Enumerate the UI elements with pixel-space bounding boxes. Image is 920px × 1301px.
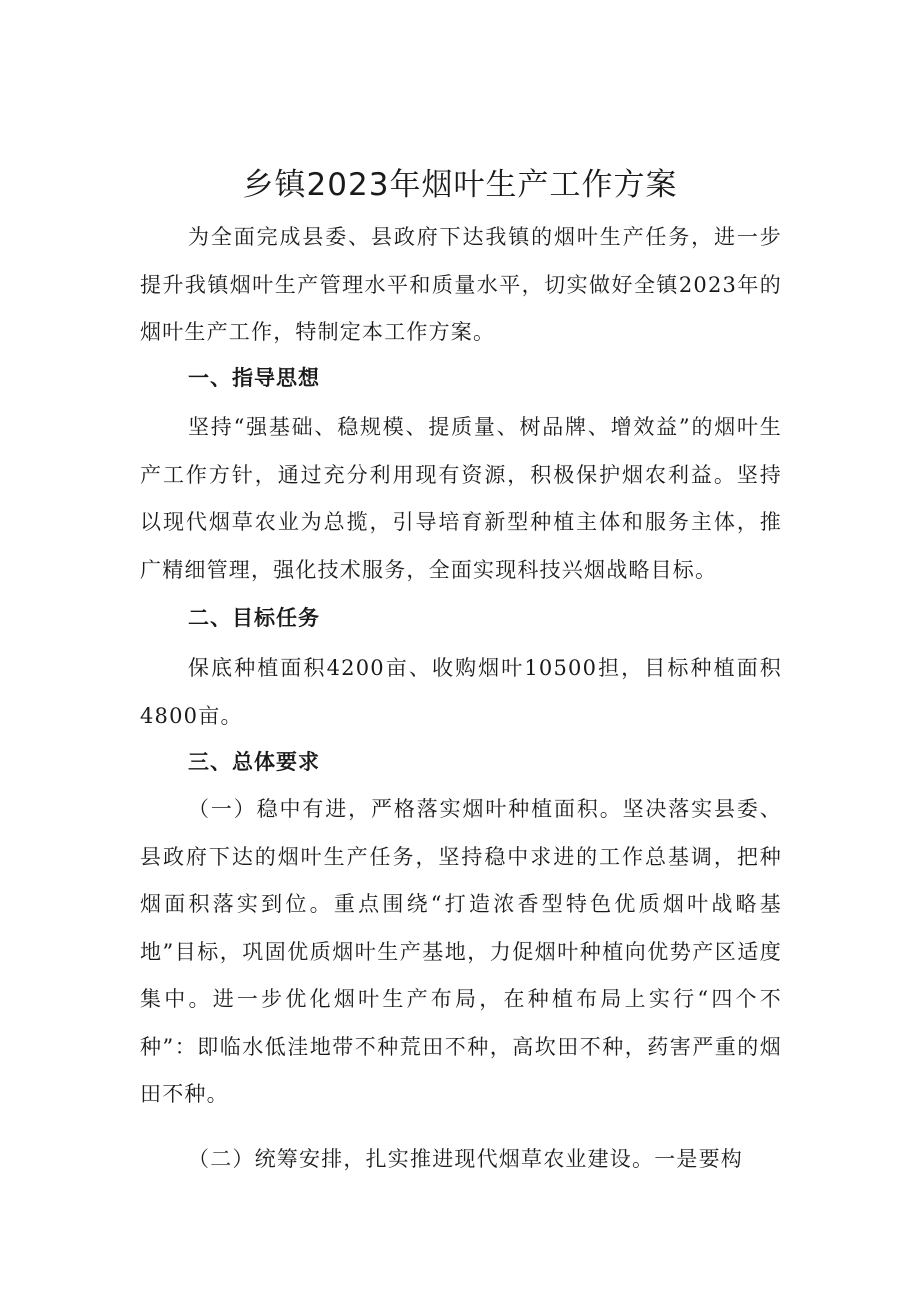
section-heading-target-tasks: 二、目标任务 (188, 606, 320, 630)
section-heading-guiding-ideology: 一、指导思想 (188, 366, 320, 390)
intro-paragraph: 为全面完成县委、县政府下达我镇的烟叶生产任务，进一步提升我镇烟叶生产管理水平和质量水平，切实做好全镇2023年的烟叶生产工作，特制定本工作方案。 (140, 225, 782, 344)
requirement-paragraph-2: （二）统筹安排，扎实推进现代烟草农业建设。一是要构 (188, 1147, 743, 1171)
target-tasks-paragraph: 保底种植面积4200亩、收购烟叶10500担，目标种植面积4800亩。 (140, 656, 782, 728)
section-heading-overall-requirements: 三、总体要求 (188, 750, 320, 774)
requirement-paragraph-1: （一）稳中有进，严格落实烟叶种植面积。坚决落实县委、县政府下达的烟叶生产任务，坚持稳中求进的工作总基调，把种烟面积落实到位。重点围绕“打造浓香型特色优质烟叶战略基地”目标，巩固优质烟叶生产基地，力促烟叶种植向优势产区适度集中。进一步优化烟叶生产布局，在种植布局上实行“四个不种”：即临水低洼地带不种荒田不种，高坎田不种，药害严重的烟田不种。 (140, 797, 782, 1106)
document-title: 乡镇2023年烟叶生产工作方案 (242, 166, 678, 203)
guiding-ideology-paragraph: 坚持“强基础、稳规模、提质量、树品牌、增效益”的烟叶生产工作方针，通过充分利用现有资源，积极保护烟农利益。坚持以现代烟草农业为总揽，引导培育新型种植主体和服务主体，推广精细管理，强化技术服务，全面实现科技兴烟战略目标。 (140, 415, 782, 582)
